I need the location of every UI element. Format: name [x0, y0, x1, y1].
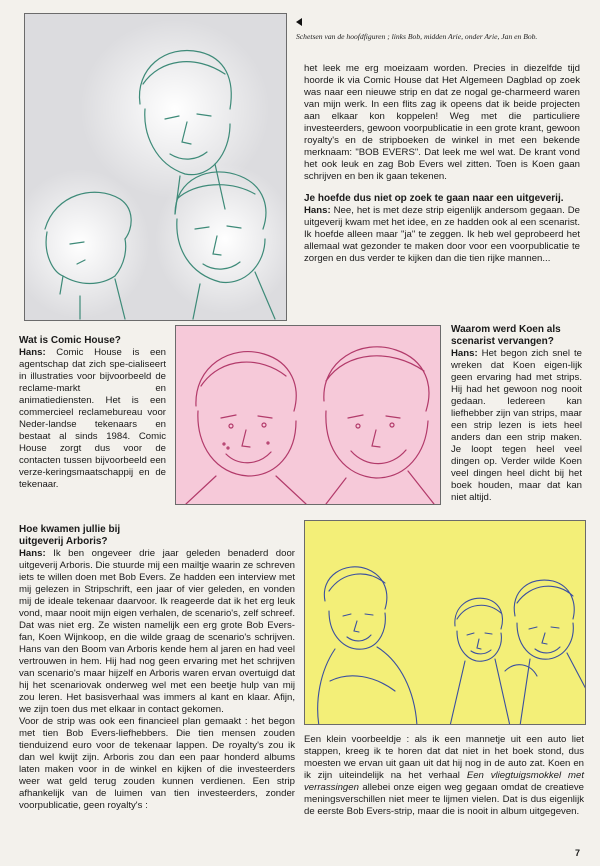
article-paragraph: het leek me erg moeizaam worden. Precies in diezelfde tijd hoorde ik via Comic House dat Het Algemeen Dagblad op zoek was naar een nieuwe strip en dat ze nogal ge-charmeerd waren van mijn werk. In een flits zag ik opeens dat ik beide projecten aan elkaar kon koppelen! Weg met die particuliere investeerders, gewoon voorpublicatie in een grote krant, gewoon royalty's en de stripboeken de winkel in met een bekende merknaam: "BOB EVERS". Dat leek me wel wat. De krant vond het ook leuk en zag Bob Evers wel zitten. Toen is Koen gaan schrijven en ben ik gaan tekenen. — [304, 63, 580, 182]
paragraph-text: Een klein voorbeeldje : als ik een mannetje uit een auto liet stappen, kreeg ik te horen dat dat niet in het boek stond, dus moesten we ervan uit gaan uit dat hij nog in de auto zat. Koen en ik zijn uiteindelijk na het verhaal — [304, 734, 584, 781]
right-column-mid — [451, 324, 582, 504]
caption-pointer-icon — [296, 18, 302, 26]
paragraph-text: allebei onze eigen weg gegaan omdat de creatieve meningsverschillen niet meer te lijmen vielen. Dat is dus eigenlijk de eerste Bob Evers-strip, maar die is nooit in album uitgegeven. — [304, 782, 584, 817]
interview-answer — [451, 348, 582, 504]
answer-text: Ik ben ongeveer drie jaar geleden benaderd door uitgeverij Arboris. Die stuurde mij een mailtje waarin ze schreven iets te willen doen met Bob Evers. Ze hadden een interview met mij gelezen in Stripschrift, een jaar of vier geleden, en vonden mij de ideale tekenaar daarvoor. Ik reageerde dat ik het erg leuk vond, maar nooit mijn eigen verhalen, de scenario's, zelf schreef. Dat was niet erg. Ze wisten namelijk een erg grote Bob Evers-fan, Koen Wijnkoop, en die wilde graag de scenario's schrijven. Hans van den Boom van Arboris kende hem al jaren en had veel vertrouwen in hem. Hij had nog geen ervaring met het schrijven van scenario's maar hijzelf en Arboris waren ervan overtuigd dat hij het scenariovak onderweg wel met een beetje hulp van mij zou leren. Het basisverhaal was immers al kant en klaar. Afijn, we zijn toen dus met elkaar in contact gekomen. — [19, 548, 295, 715]
article-paragraph — [304, 734, 584, 818]
interview-question: Waarom werd Koen als scenarist vervangen? — [451, 324, 561, 347]
interview-answer — [19, 548, 295, 716]
right-column-top — [304, 63, 580, 265]
speaker-label: Hans: — [451, 348, 478, 359]
page-number: 7 — [575, 848, 581, 858]
interview-question: Hoe kwamen jullie bij uitgeverij Arboris? — [19, 524, 121, 547]
sketch-panel-pink-faces — [175, 325, 441, 505]
answer-text: Comic House is een agentschap dat zich spe-cialiseert in illustraties voor bijvoorbeeld de reclame-markt en animatiediensten. Het is een commercieel reclamebureau voor Neder-landse tekenaars en bestaat al sinds 1984. Comic House zorgt dus voor de contacten tussen bijvoorbeeld een verze-keringsmaatschappij en de tekenaar. — [19, 347, 166, 490]
sketch-panel-main-characters — [24, 13, 287, 321]
sketch-panel-yellow-scene — [304, 520, 586, 725]
sketch-illustration-three-characters — [305, 521, 586, 725]
left-column-mid — [19, 335, 166, 491]
speaker-label: Hans: — [19, 548, 46, 559]
interview-question: Wat is Comic House? — [19, 335, 121, 346]
left-column-bottom — [19, 524, 295, 812]
answer-text: Nee, het is met deze strip eigenlijk andersom gegaan. De uitgeverij kwam met het idee, en ze hadden ook al een scenarist. Ik hoefde alleen maar "ja" te zeggen. Ik heb wel geprobeerd het allemaal wat gezonder te maken door voor een voorpublicatie te zorgen en dus verder te kijken dan die tien rijke mannen... — [304, 205, 580, 264]
interview-answer — [19, 347, 166, 491]
interview-answer — [304, 205, 580, 265]
sketch-illustration-bob-arie-jan — [25, 14, 287, 321]
answer-text: Het begon zich snel te wreken dat Koen eigen-lijk geen ervaring had met strips. Hij had het gewoon nog nooit gedaan. Iedereen kan liefhebber zijn van strips, maar een strip lezen is iets heel anders dan een strip maken. Je loopt tegen heel veel dingen op. Verder wilde Koen veel dingen heel dicht bij het boek houden, maar dat kan niet altijd. — [451, 348, 582, 503]
figure-caption: Schetsen van de hoofdfiguren ; links Bob, midden Arie, onder Arie, Jan en Bob. — [296, 32, 538, 41]
sketch-illustration-two-boys — [176, 326, 441, 505]
story-title: Een vliegtuigsmokkel met verrassingen — [304, 770, 584, 793]
article-paragraph: Voor de strip was ook een financieel plan gemaakt : het begon met tien Bob Evers-liefhebbers. Die tien mensen zouden tienduizend euro voor de tekenaar lappen. De royalty's zou ik dan wel kwijt zijn. Arboris zou dan een paar honderd albums laten maken voor in de winkel en kijken of die investeerders weer wat geld terug zouden kunnen verdienen. Een strip afhankelijk van de luimen van tien investeerders, zonder voorpublicatie, geen royalty's : — [19, 716, 295, 811]
speaker-label: Hans: — [19, 347, 46, 358]
right-column-bottom — [304, 734, 584, 818]
interview-question: Je hoefde dus niet op zoek te gaan naar een uitgeverij. — [304, 193, 564, 204]
speaker-label: Hans: — [304, 205, 331, 216]
